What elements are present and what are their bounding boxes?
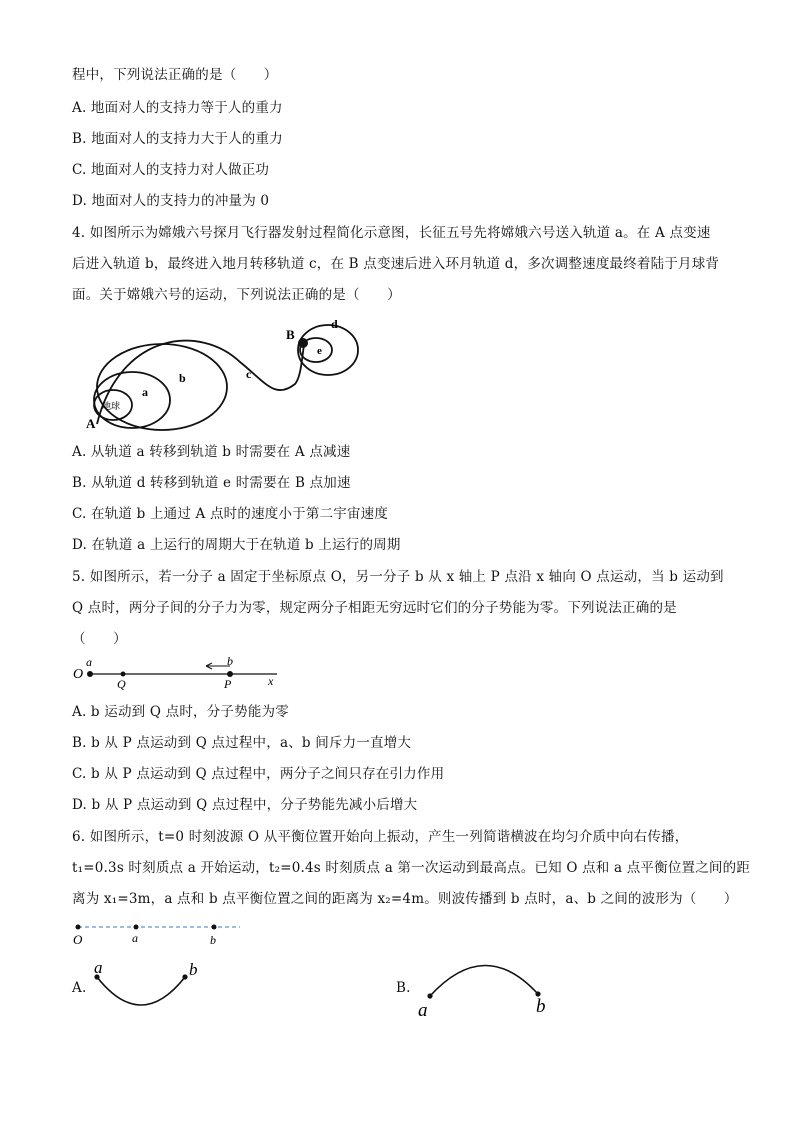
label-o: O (73, 667, 84, 682)
point-a-label: A (86, 416, 96, 431)
label-b: b (189, 960, 198, 979)
q6-stem-line3: 离为 x₁=3m，a 点和 b 点平衡位置之间的距离为 x₂=4m。则波传播到 b 点时，a、b 之间的波形为（ ） (72, 891, 738, 907)
label-p: P (224, 677, 232, 690)
q4-option-a: A. 从轨道 a 转移到轨道 b 时需要在 A 点减速 (72, 444, 351, 460)
orbit-c-label: c (246, 367, 252, 381)
q4-option-c: C. 在轨道 b 上通过 A 点时的速度小于第二宇宙速度 (72, 506, 389, 522)
label-o: O (73, 932, 83, 947)
q6-wave-axis-diagram (70, 918, 250, 948)
crest-curve (430, 965, 538, 996)
source-o-dot (76, 925, 81, 930)
q6-option-b-letter: B. (396, 980, 411, 996)
q4-option-b: B. 从轨道 d 转移到轨道 e 时需要在 B 点加速 (72, 475, 351, 491)
orbit-d-label: d (331, 317, 338, 331)
q5-molecule-axis-diagram (70, 654, 290, 690)
q3-option-d: D. 地面对人的支持力的冲量为 0 (72, 193, 270, 209)
point-b-dot (212, 925, 217, 930)
q6-stem-line1: 6. 如图所示，t=0 时刻波源 O 从平衡位置开始向上振动，产生一列简谐横波在均匀介质中向右传播， (72, 829, 689, 845)
orbit-d-path (298, 325, 358, 375)
orbit-e-label: e (317, 345, 322, 357)
wave-point-b (182, 974, 187, 979)
q5-option-d: D. b 从 P 点运动到 Q 点过程中，分子势能先减小后增大 (72, 797, 418, 813)
q5-option-c: C. b 从 P 点运动到 Q 点过程中，两分子之间只存在引力作用 (72, 766, 445, 782)
q4-stem-line3: 面。关于嫦娥六号的运动，下列说法正确的是（ ） (72, 287, 401, 303)
wave-point-a (427, 993, 432, 998)
q3-option-b: B. 地面对人的支持力大于人的重力 (72, 131, 283, 147)
label-a: a (418, 1000, 428, 1020)
q3-stem-tail: 程中，下列说法正确的是（ ） (72, 67, 278, 83)
q5-stem-line2: Q 点时，两分子间的分子力为零，规定两分子相距无穷远时它们的分子势能为零。下列说法正确的是 (72, 600, 677, 616)
q4-orbit-diagram (80, 312, 380, 437)
label-b: b (536, 996, 546, 1017)
q5-stem-line3: （ ） (72, 631, 127, 647)
label-b: b (227, 654, 233, 668)
moon-shape (298, 338, 308, 348)
orbit-b-label: b (179, 371, 186, 385)
label-a: a (132, 931, 138, 945)
q6-option-a-wave (88, 955, 208, 1017)
q5-option-a: A. b 运动到 Q 点时，分子势能为零 (72, 704, 289, 720)
q6-option-a-letter: A. (72, 980, 87, 996)
q4-stem-line1: 4. 如图所示为嫦娥六号探月飞行器发射过程简化示意图，长征五号先将嫦娥六号送入轨道 a。在 A 点变速 (72, 225, 711, 241)
q3-option-a: A. 地面对人的支持力等于人的重力 (72, 100, 283, 116)
label-b: b (210, 933, 216, 947)
q3-option-c: C. 地面对人的支持力对人做正功 (72, 162, 270, 178)
orbit-a-label: a (142, 385, 148, 399)
earth-label: 地球 (102, 401, 121, 411)
label-a: a (86, 655, 92, 669)
point-b-label: B (286, 327, 295, 342)
q5-option-b: B. b 从 P 点运动到 Q 点过程中，a、b 间斥力一直增大 (72, 735, 412, 751)
label-a: a (94, 958, 103, 977)
label-q: Q (117, 677, 126, 690)
q4-stem-line2: 后进入轨道 b，最终进入地月转移轨道 c，在 B 点变速后进入环月轨道 d，多次调整速度最终着陆于月球背 (72, 256, 720, 272)
trough-curve (97, 977, 185, 1005)
q5-stem-line1: 5. 如图所示，若一分子 a 固定于坐标原点 O，另一分子 b 从 x 轴上 P 点沿 x 轴向 O 点运动，当 b 运动到 (72, 569, 724, 585)
label-x: x (268, 674, 274, 688)
q4-option-d: D. 在轨道 a 上运行的周期大于在轨道 b 上运行的周期 (72, 537, 401, 553)
point-a-dot (134, 925, 139, 930)
molecule-a-dot (87, 671, 93, 677)
point-q-dot (121, 672, 126, 677)
q6-stem-line2: t₁=0.3s 时刻质点 a 开始运动，t₂=0.4s 时刻质点 a 第一次运动到最高点。已知 O 点和 a 点平衡位置之间的距 (72, 860, 751, 876)
q6-option-b-wave (410, 950, 560, 1020)
